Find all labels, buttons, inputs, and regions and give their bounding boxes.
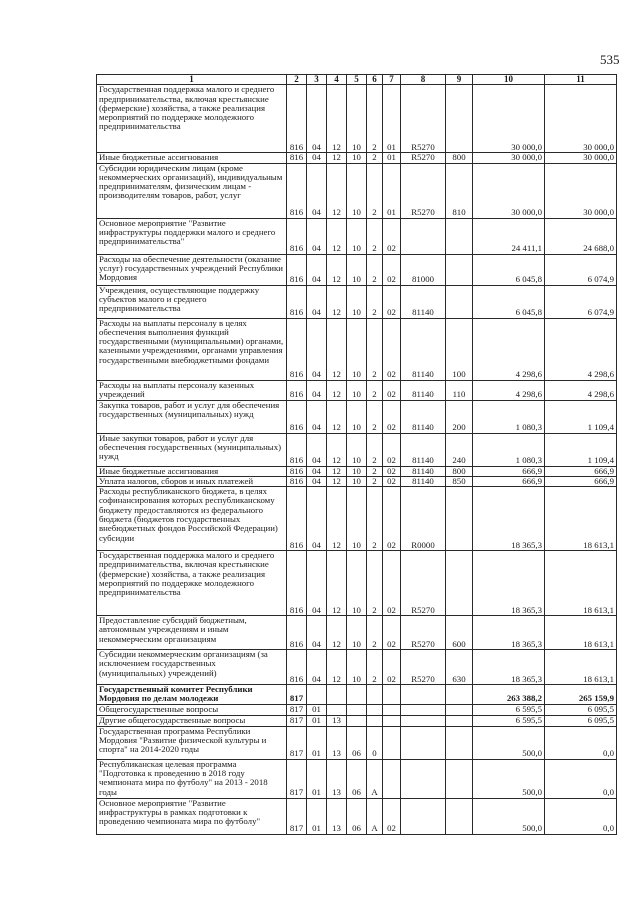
subprogram-code-cell: 2 [367, 254, 383, 285]
activity-code-cell: 02 [383, 380, 401, 400]
page-number: 535 [600, 52, 620, 67]
table-row [97, 85, 617, 153]
subprogram-code-cell [367, 704, 383, 715]
admin-code-cell: 816 [287, 433, 307, 466]
table-row [97, 616, 617, 650]
activity-code-cell: 02 [383, 616, 401, 650]
header-cell: 4 [327, 75, 347, 85]
program-code-cell [347, 715, 367, 726]
expense-code-cell: 81140 [401, 466, 446, 476]
admin-code-cell: 816 [287, 551, 307, 616]
expense-code-cell [401, 726, 446, 759]
row-name-cell: Государственный комитет Республики Мордовия по делам молодежи [97, 685, 287, 705]
activity-code-cell: 02 [383, 318, 401, 380]
amount-2020-cell: 30 000,0 [545, 163, 617, 218]
expense-code-cell: 81000 [401, 254, 446, 285]
expense-code-cell: R5270 [401, 153, 446, 163]
activity-code-cell: 02 [383, 798, 401, 834]
subsection-code-cell: 12 [327, 616, 347, 650]
amount-2019-cell: 6 595,5 [473, 704, 545, 715]
program-code-cell: 10 [347, 650, 367, 685]
table-row [97, 798, 617, 834]
expense-code-cell: R5270 [401, 163, 446, 218]
subprogram-code-cell: 2 [367, 380, 383, 400]
subsection-code-cell: 12 [327, 285, 347, 318]
subprogram-code-cell: А [367, 759, 383, 798]
amount-2019-cell: 18 365,3 [473, 487, 545, 551]
table-row [97, 685, 617, 705]
expense-code-cell: R5270 [401, 616, 446, 650]
subsection-code-cell: 12 [327, 318, 347, 380]
subsection-code-cell [327, 685, 347, 705]
program-code-cell: 10 [347, 487, 367, 551]
expense-code-cell [401, 218, 446, 254]
subsection-code-cell: 12 [327, 218, 347, 254]
amount-2020-cell: 666,9 [545, 466, 617, 476]
expense-code-cell [401, 759, 446, 798]
row-name-cell: Государственная поддержка малого и среднего предпринимательства, включая крестьянские (фермерские) хозяйства, а также реализация мероприятий по поддержке молодежного предпринимательства [97, 551, 287, 616]
activity-code-cell [383, 715, 401, 726]
amount-2019-cell: 4 298,6 [473, 380, 545, 400]
expense-code-cell: 81140 [401, 400, 446, 433]
amount-2020-cell: 6 095,5 [545, 704, 617, 715]
expense-code-cell: R5270 [401, 85, 446, 153]
row-name-cell: Основное мероприятие "Развитие инфраструктуры в рамках подготовки к проведению чемпионата мира по футболу" [97, 798, 287, 834]
section-code-cell: 04 [307, 285, 327, 318]
admin-code-cell: 816 [287, 285, 307, 318]
expense-code-cell: 81140 [401, 476, 446, 486]
subsection-code-cell: 12 [327, 476, 347, 486]
activity-code-cell [383, 704, 401, 715]
table-row [97, 487, 617, 551]
amount-2019-cell: 24 411,1 [473, 218, 545, 254]
table-row [97, 476, 617, 486]
admin-code-cell: 817 [287, 715, 307, 726]
admin-code-cell: 816 [287, 85, 307, 153]
type-code-cell [446, 704, 473, 715]
admin-code-cell: 816 [287, 650, 307, 685]
section-code-cell: 04 [307, 218, 327, 254]
program-code-cell: 10 [347, 218, 367, 254]
row-name-cell: Основное мероприятие "Развитие инфраструктуры поддержки малого и среднего предпринимательства" [97, 218, 287, 254]
expense-code-cell: R5270 [401, 650, 446, 685]
section-code-cell: 01 [307, 715, 327, 726]
amount-2019-cell: 30 000,0 [473, 163, 545, 218]
type-code-cell: 800 [446, 466, 473, 476]
expense-code-cell: 81140 [401, 285, 446, 318]
program-code-cell: 06 [347, 798, 367, 834]
amount-2020-cell: 18 613,1 [545, 487, 617, 551]
admin-code-cell: 817 [287, 798, 307, 834]
admin-code-cell: 817 [287, 726, 307, 759]
amount-2019-cell: 263 388,2 [473, 685, 545, 705]
activity-code-cell: 02 [383, 466, 401, 476]
table-row [97, 380, 617, 400]
amount-2019-cell: 1 080,3 [473, 433, 545, 466]
admin-code-cell: 816 [287, 218, 307, 254]
amount-2020-cell: 0,0 [545, 759, 617, 798]
subprogram-code-cell: 2 [367, 218, 383, 254]
section-code-cell: 04 [307, 163, 327, 218]
row-name-cell: Расходы на выплаты персоналу казенных учреждений [97, 380, 287, 400]
table-row [97, 726, 617, 759]
program-code-cell: 06 [347, 726, 367, 759]
program-code-cell: 10 [347, 153, 367, 163]
subsection-code-cell: 12 [327, 551, 347, 616]
amount-2019-cell: 18 365,3 [473, 551, 545, 616]
program-code-cell: 10 [347, 551, 367, 616]
subsection-code-cell: 12 [327, 380, 347, 400]
program-code-cell: 10 [347, 466, 367, 476]
subsection-code-cell: 12 [327, 85, 347, 153]
expense-code-cell: R5270 [401, 551, 446, 616]
subprogram-code-cell: 2 [367, 487, 383, 551]
activity-code-cell: 02 [383, 254, 401, 285]
row-name-cell: Субсидии некоммерческим организациям (за исключением государственных (муниципальных) учреждений) [97, 650, 287, 685]
row-name-cell: Государственная программа Республики Мордовия "Развитие физической культуры и спорта" на 2014-2020 годы [97, 726, 287, 759]
row-name-cell: Субсидии юридическим лицам (кроме некоммерческих организаций), индивидуальным предпринимателям, физическим лицам - производителям товаров, работ, услуг [97, 163, 287, 218]
type-code-cell [446, 715, 473, 726]
type-code-cell [446, 798, 473, 834]
amount-2019-cell: 6 045,8 [473, 285, 545, 318]
header-cell: 8 [401, 75, 446, 85]
subsection-code-cell: 13 [327, 726, 347, 759]
section-code-cell: 04 [307, 254, 327, 285]
type-code-cell: 200 [446, 400, 473, 433]
table-row [97, 433, 617, 466]
activity-code-cell: 02 [383, 650, 401, 685]
row-name-cell: Иные бюджетные ассигнования [97, 466, 287, 476]
activity-code-cell: 02 [383, 400, 401, 433]
type-code-cell [446, 551, 473, 616]
amount-2020-cell: 18 613,1 [545, 551, 617, 616]
admin-code-cell: 817 [287, 759, 307, 798]
subprogram-code-cell: 2 [367, 433, 383, 466]
header-cell: 5 [347, 75, 367, 85]
activity-code-cell: 02 [383, 476, 401, 486]
type-code-cell [446, 85, 473, 153]
subsection-code-cell: 12 [327, 163, 347, 218]
admin-code-cell: 816 [287, 466, 307, 476]
program-code-cell: 10 [347, 616, 367, 650]
header-cell: 9 [446, 75, 473, 85]
expense-code-cell: 81140 [401, 380, 446, 400]
type-code-cell: 240 [446, 433, 473, 466]
section-code-cell: 04 [307, 153, 327, 163]
header-cell: 3 [307, 75, 327, 85]
table-row [97, 218, 617, 254]
amount-2020-cell: 666,9 [545, 476, 617, 486]
header-cell: 7 [383, 75, 401, 85]
section-code-cell: 04 [307, 85, 327, 153]
activity-code-cell: 02 [383, 551, 401, 616]
amount-2019-cell: 666,9 [473, 466, 545, 476]
table-row [97, 715, 617, 726]
program-code-cell: 10 [347, 400, 367, 433]
expense-code-cell [401, 715, 446, 726]
program-code-cell: 10 [347, 318, 367, 380]
section-code-cell: 04 [307, 466, 327, 476]
table-row [97, 153, 617, 163]
amount-2019-cell: 30 000,0 [473, 153, 545, 163]
amount-2020-cell: 265 159,9 [545, 685, 617, 705]
activity-code-cell: 02 [383, 487, 401, 551]
row-name-cell: Предоставление субсидий бюджетным, автономным учреждениям и иным некоммерческим организациям [97, 616, 287, 650]
row-name-cell: Расходы на выплаты персоналу в целях обеспечения выполнения функций государственными (муниципальными) органами, казенными учреждениями, органами управления государственными внебюджетными фондами [97, 318, 287, 380]
row-name-cell: Иные бюджетные ассигнования [97, 153, 287, 163]
subprogram-code-cell [367, 715, 383, 726]
type-code-cell [446, 254, 473, 285]
activity-code-cell: 02 [383, 285, 401, 318]
program-code-cell [347, 685, 367, 705]
section-code-cell: 04 [307, 487, 327, 551]
section-code-cell: 04 [307, 551, 327, 616]
section-code-cell [307, 685, 327, 705]
table-row [97, 163, 617, 218]
row-name-cell: Государственная поддержка малого и среднего предпринимательства, включая крестьянские (фермерские) хозяйства, а также реализация мероприятий по поддержке молодежного предпринимательства [97, 85, 287, 153]
amount-2020-cell: 4 298,6 [545, 380, 617, 400]
admin-code-cell: 816 [287, 318, 307, 380]
amount-2020-cell: 18 613,1 [545, 616, 617, 650]
amount-2019-cell: 500,0 [473, 759, 545, 798]
amount-2020-cell: 30 000,0 [545, 153, 617, 163]
admin-code-cell: 816 [287, 616, 307, 650]
program-code-cell: 10 [347, 254, 367, 285]
subprogram-code-cell: 0 [367, 726, 383, 759]
subsection-code-cell: 12 [327, 487, 347, 551]
subprogram-code-cell [367, 685, 383, 705]
admin-code-cell: 817 [287, 685, 307, 705]
type-code-cell: 800 [446, 153, 473, 163]
subprogram-code-cell: 2 [367, 163, 383, 218]
header-cell: 6 [367, 75, 383, 85]
type-code-cell: 630 [446, 650, 473, 685]
subsection-code-cell: 12 [327, 153, 347, 163]
subprogram-code-cell: 2 [367, 476, 383, 486]
subprogram-code-cell: 2 [367, 153, 383, 163]
expense-code-cell: 81140 [401, 433, 446, 466]
row-name-cell: Республиканская целевая программа "Подготовка к проведению в 2018 году чемпионата мира по футболу" на 2013 - 2018 годы [97, 759, 287, 798]
header-cell: 10 [473, 75, 545, 85]
type-code-cell: 600 [446, 616, 473, 650]
type-code-cell [446, 218, 473, 254]
subprogram-code-cell: 2 [367, 650, 383, 685]
row-name-cell: Общегосударственные вопросы [97, 704, 287, 715]
subsection-code-cell: 12 [327, 254, 347, 285]
subprogram-code-cell: А [367, 798, 383, 834]
subsection-code-cell: 13 [327, 715, 347, 726]
amount-2020-cell: 18 613,1 [545, 650, 617, 685]
program-code-cell: 10 [347, 163, 367, 218]
admin-code-cell: 816 [287, 487, 307, 551]
amount-2019-cell: 6 045,8 [473, 254, 545, 285]
table-row [97, 759, 617, 798]
amount-2020-cell: 1 109,4 [545, 433, 617, 466]
expense-code-cell [401, 704, 446, 715]
section-code-cell: 04 [307, 650, 327, 685]
subsection-code-cell: 12 [327, 400, 347, 433]
program-code-cell: 10 [347, 285, 367, 318]
admin-code-cell: 816 [287, 400, 307, 433]
amount-2020-cell: 0,0 [545, 798, 617, 834]
amount-2020-cell: 6 095,5 [545, 715, 617, 726]
section-code-cell: 04 [307, 380, 327, 400]
subsection-code-cell: 13 [327, 798, 347, 834]
subsection-code-cell: 12 [327, 650, 347, 685]
amount-2019-cell: 500,0 [473, 726, 545, 759]
budget-table [96, 74, 617, 835]
activity-code-cell [383, 759, 401, 798]
amount-2020-cell: 24 688,0 [545, 218, 617, 254]
program-code-cell [347, 704, 367, 715]
row-name-cell: Расходы на обеспечение деятельности (оказание услуг) государственных учреждений Республики Мордовия [97, 254, 287, 285]
program-code-cell: 10 [347, 476, 367, 486]
amount-2019-cell: 18 365,3 [473, 650, 545, 685]
section-code-cell: 04 [307, 400, 327, 433]
section-code-cell: 04 [307, 476, 327, 486]
subsection-code-cell: 12 [327, 466, 347, 476]
subprogram-code-cell: 2 [367, 285, 383, 318]
section-code-cell: 01 [307, 759, 327, 798]
amount-2020-cell: 1 109,4 [545, 400, 617, 433]
type-code-cell [446, 685, 473, 705]
subprogram-code-cell: 2 [367, 551, 383, 616]
row-name-cell: Расходы республиканского бюджета, в целях софинансирования которых республиканскому бюджету предоставляются из федерального бюджета (бюджетов государственных внебюджетных фондов Российской Федерации) субсидии [97, 487, 287, 551]
table-row [97, 551, 617, 616]
subprogram-code-cell: 2 [367, 318, 383, 380]
header-cell: 11 [545, 75, 617, 85]
section-code-cell: 04 [307, 616, 327, 650]
section-code-cell: 01 [307, 704, 327, 715]
type-code-cell [446, 285, 473, 318]
admin-code-cell: 817 [287, 704, 307, 715]
subprogram-code-cell: 2 [367, 616, 383, 650]
admin-code-cell: 816 [287, 254, 307, 285]
section-code-cell: 01 [307, 726, 327, 759]
table-row [97, 285, 617, 318]
type-code-cell: 810 [446, 163, 473, 218]
type-code-cell: 110 [446, 380, 473, 400]
row-name-cell: Закупка товаров, работ и услуг для обеспечения государственных (муниципальных) нужд [97, 400, 287, 433]
section-code-cell: 01 [307, 798, 327, 834]
admin-code-cell: 816 [287, 163, 307, 218]
section-code-cell: 04 [307, 433, 327, 466]
admin-code-cell: 816 [287, 380, 307, 400]
type-code-cell [446, 726, 473, 759]
amount-2019-cell: 18 365,3 [473, 616, 545, 650]
amount-2020-cell: 4 298,6 [545, 318, 617, 380]
activity-code-cell: 01 [383, 85, 401, 153]
table-header-row [97, 75, 617, 85]
subsection-code-cell: 13 [327, 759, 347, 798]
subprogram-code-cell: 2 [367, 85, 383, 153]
amount-2020-cell: 6 074,9 [545, 254, 617, 285]
subsection-code-cell [327, 704, 347, 715]
activity-code-cell: 02 [383, 433, 401, 466]
program-code-cell: 10 [347, 85, 367, 153]
amount-2020-cell: 6 074,9 [545, 285, 617, 318]
subprogram-code-cell: 2 [367, 400, 383, 433]
subsection-code-cell: 12 [327, 433, 347, 466]
type-code-cell: 850 [446, 476, 473, 486]
activity-code-cell: 01 [383, 153, 401, 163]
expense-code-cell: 81140 [401, 318, 446, 380]
activity-code-cell: 01 [383, 163, 401, 218]
amount-2019-cell: 4 298,6 [473, 318, 545, 380]
amount-2019-cell: 500,0 [473, 798, 545, 834]
table-row [97, 466, 617, 476]
activity-code-cell [383, 726, 401, 759]
type-code-cell: 100 [446, 318, 473, 380]
table-row [97, 318, 617, 380]
amount-2020-cell: 0,0 [545, 726, 617, 759]
admin-code-cell: 816 [287, 153, 307, 163]
program-code-cell: 10 [347, 380, 367, 400]
activity-code-cell [383, 685, 401, 705]
type-code-cell [446, 759, 473, 798]
amount-2020-cell: 30 000,0 [545, 85, 617, 153]
row-name-cell: Иные закупки товаров, работ и услуг для обеспечения государственных (муниципальных) нужд [97, 433, 287, 466]
activity-code-cell: 02 [383, 218, 401, 254]
program-code-cell: 06 [347, 759, 367, 798]
expense-code-cell [401, 798, 446, 834]
row-name-cell: Уплата налогов, сборов и иных платежей [97, 476, 287, 486]
table-row [97, 704, 617, 715]
expense-code-cell: R0000 [401, 487, 446, 551]
row-name-cell: Учреждения, осуществляющие поддержку субъектов малого и среднего предпринимательства [97, 285, 287, 318]
row-name-cell: Другие общегосударственные вопросы [97, 715, 287, 726]
type-code-cell [446, 487, 473, 551]
program-code-cell: 10 [347, 433, 367, 466]
admin-code-cell: 816 [287, 476, 307, 486]
header-cell: 1 [97, 75, 287, 85]
subprogram-code-cell: 2 [367, 466, 383, 476]
amount-2019-cell: 6 595,5 [473, 715, 545, 726]
amount-2019-cell: 1 080,3 [473, 400, 545, 433]
header-cell: 2 [287, 75, 307, 85]
section-code-cell: 04 [307, 318, 327, 380]
amount-2019-cell: 30 000,0 [473, 85, 545, 153]
table-row [97, 254, 617, 285]
expense-code-cell [401, 685, 446, 705]
amount-2019-cell: 666,9 [473, 476, 545, 486]
table-row [97, 650, 617, 685]
table-row [97, 400, 617, 433]
